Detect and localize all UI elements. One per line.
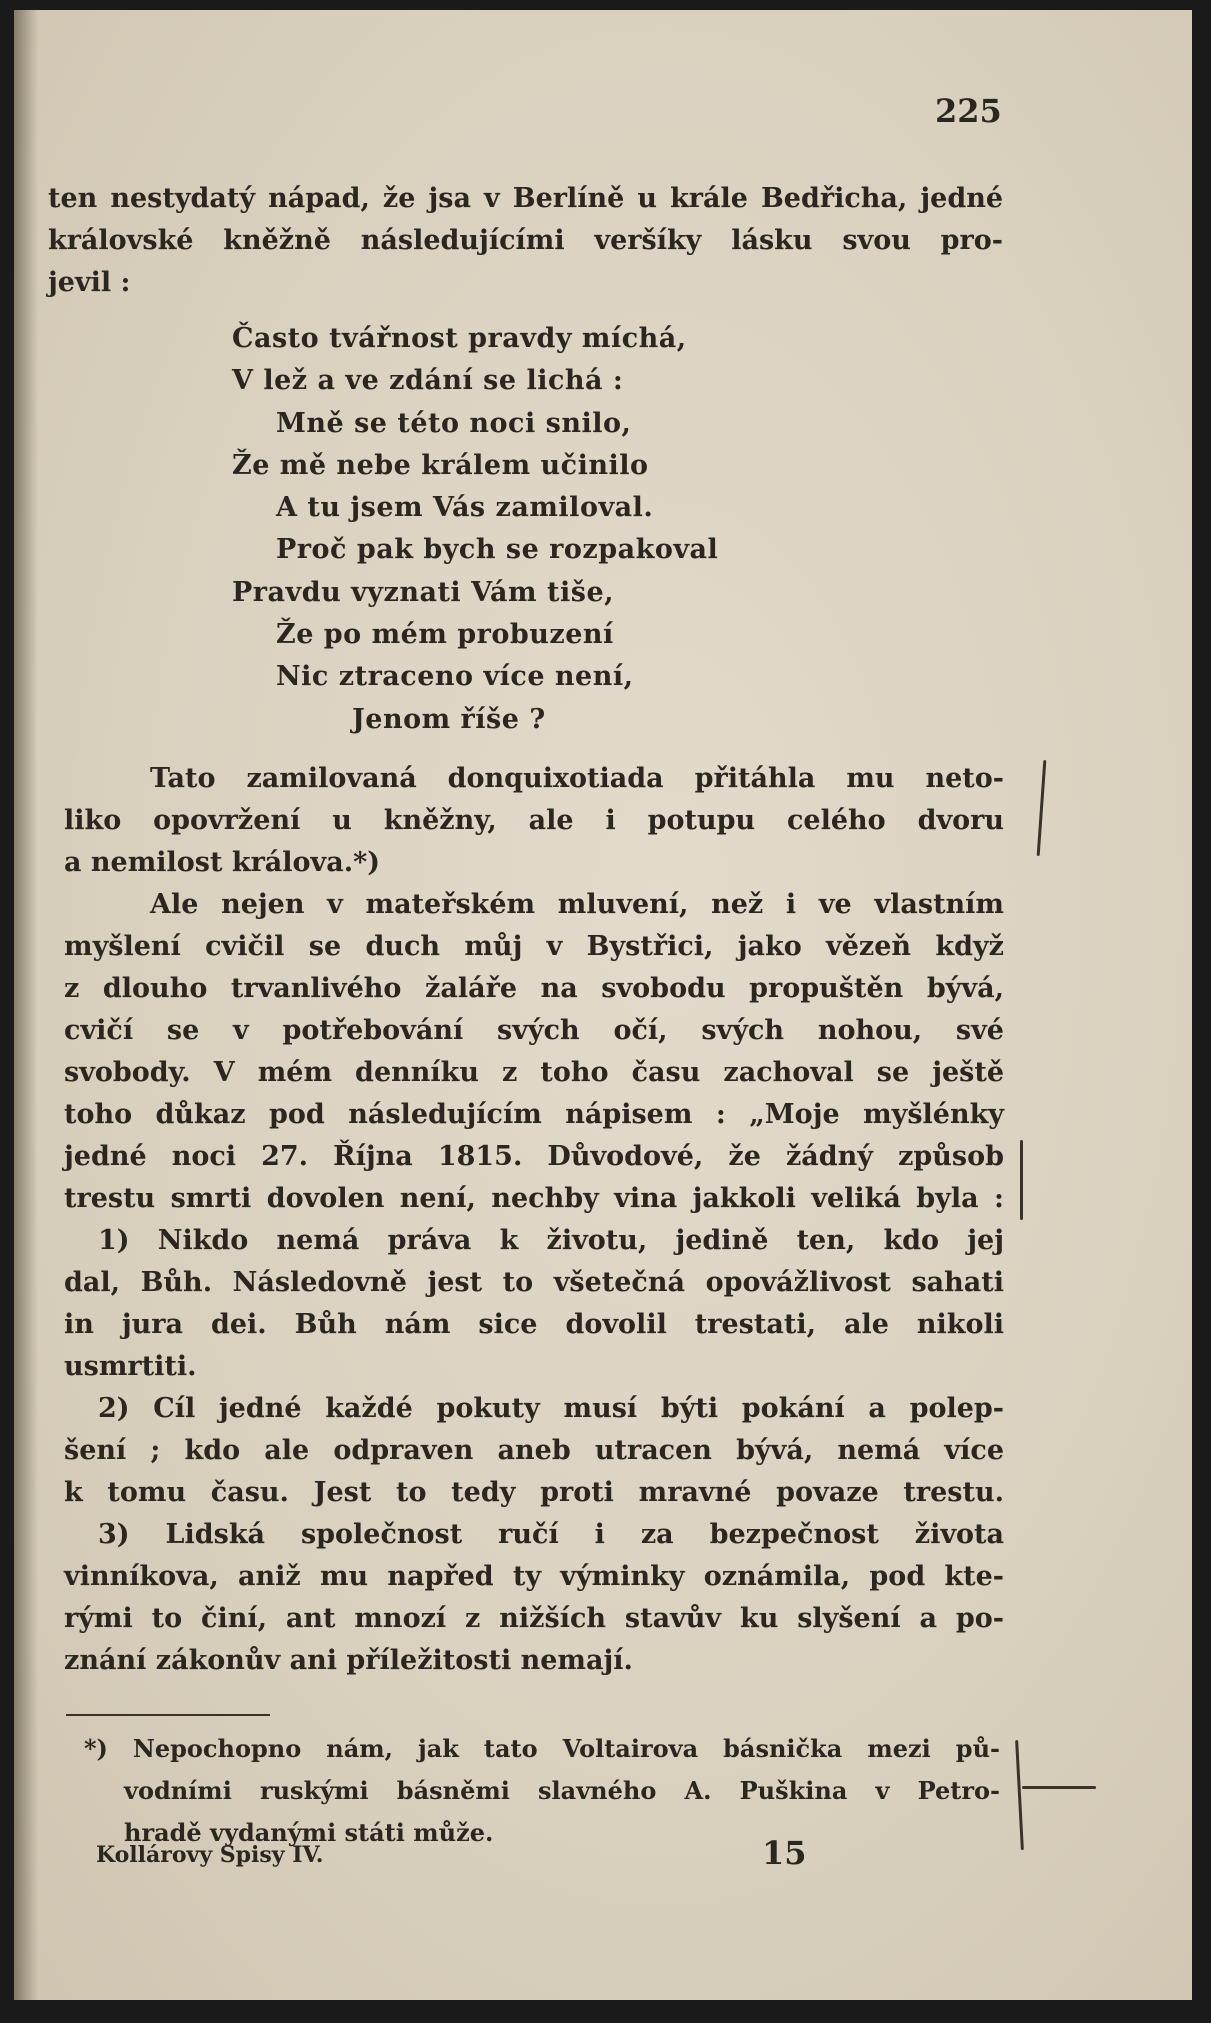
text-line: k tomu času. Jest to tedy proti mravné povaze trestu. bbox=[64, 1477, 1004, 1508]
text-line: Ale nejen v mateřském mluvení, než i ve vlastním bbox=[150, 889, 1004, 920]
text-line: vinníkova, aniž mu napřed ty výminky oznámila, pod kte- bbox=[64, 1561, 1004, 1592]
text-line: jevil : bbox=[48, 267, 131, 298]
poem-line: A tu jsem Vás zamiloval. bbox=[276, 492, 654, 524]
poem-line: V lež a ve zdání se lichá : bbox=[232, 365, 624, 397]
poem-line: Pravdu vyznati Vám tiše, bbox=[232, 576, 615, 608]
text-line: ten nestydatý nápad, že jsa v Berlíně u krále Bedřicha, jedné bbox=[48, 183, 1003, 214]
paragraph-2 bbox=[64, 758, 1004, 1682]
text-line: cvičí se v potřebování svých očí, svých nohou, své bbox=[64, 1015, 1004, 1046]
paragraph-1 bbox=[48, 178, 1003, 304]
poem-line: Často tvářnost pravdy míchá, bbox=[232, 323, 687, 354]
text-line: šení ; kdo ale odpraven aneb utracen bývá, nemá více bbox=[64, 1435, 1004, 1466]
poem-line: Mně se této noci snilo, bbox=[276, 407, 632, 439]
poem-line: Proč pak bych se rozpakoval bbox=[276, 534, 719, 566]
text-line: 1) Nikdo nemá práva k životu, jedině ten, kdo jej bbox=[98, 1225, 1004, 1256]
page-number: 225 bbox=[935, 92, 1002, 130]
poem-line: Že mě nebe králem učinilo bbox=[232, 449, 649, 481]
text-line: svobody. V mém denníku z toho času zachoval se ještě bbox=[64, 1057, 1004, 1088]
poem-line: Nic ztraceno více není, bbox=[276, 661, 634, 693]
text-line: Tato zamilovaná donquixotiada přitáhla mu neto- bbox=[150, 763, 1004, 794]
text-line: jedné noci 27. Října 1815. Důvodové, že žádný způsob bbox=[64, 1141, 1004, 1172]
text-line: královské kněžně následujícími veršíky lásku svou pro- bbox=[48, 225, 1003, 256]
text-line: usmrtiti. bbox=[64, 1351, 197, 1382]
spine-shadow bbox=[14, 10, 38, 2000]
sheet-signature: Kollárovy Spisy IV. bbox=[96, 1842, 324, 1868]
text-line: z dlouho trvanlivého žaláře na svobodu propuštěn bývá, bbox=[64, 973, 1004, 1004]
text-line: rými to činí, ant mnozí z nižších stavův ku slyšení a po- bbox=[64, 1603, 1004, 1634]
poem bbox=[232, 318, 718, 741]
poem-line: Jenom říše ? bbox=[352, 703, 546, 735]
poem-line: Že po mém probuzení bbox=[276, 619, 614, 651]
text-line: dal, Bůh. Následovně jest to všetečná opovážlivost sahati bbox=[64, 1267, 1004, 1298]
text-line: in jura dei. Bůh nám sice dovolil trestati, ale nikoli bbox=[64, 1309, 1004, 1340]
footnote-line: hradě vydanými státi může. bbox=[124, 1818, 494, 1847]
sheet-number: 15 bbox=[762, 1834, 807, 1872]
footnote-line: *) Nepochopno nám, jak tato Voltairova básnička mezi pů- bbox=[84, 1734, 1000, 1763]
text-line: 3) Lidská společnost ručí i za bezpečnost života bbox=[98, 1519, 1004, 1550]
margin-pencil-mark bbox=[1020, 1140, 1023, 1220]
text-line: liko opovržení u kněžny, ale i potupu celého dvoru bbox=[64, 805, 1004, 836]
margin-pencil-mark bbox=[1022, 1786, 1096, 1789]
text-line: toho důkaz pod následujícím nápisem : „Moje myšlénky bbox=[64, 1099, 1004, 1130]
footnote bbox=[80, 1731, 1000, 1857]
text-line: myšlení cvičil se duch můj v Bystřici, jako vězeň když bbox=[64, 931, 1004, 962]
text-line: trestu smrti dovolen není, nechby vina jakkoli veliká byla : bbox=[64, 1183, 1004, 1214]
footnote-rule bbox=[66, 1714, 270, 1716]
text-line: a nemilost králova.*) bbox=[64, 847, 381, 878]
text-line: 2) Cíl jedné každé pokuty musí býti pokání a polep- bbox=[98, 1393, 1004, 1424]
text-line: znání zákonův ani příležitosti nemají. bbox=[64, 1645, 633, 1676]
footnote-line: vodními ruskými básněmi slavného A. Puškina v Petro- bbox=[124, 1776, 1000, 1805]
